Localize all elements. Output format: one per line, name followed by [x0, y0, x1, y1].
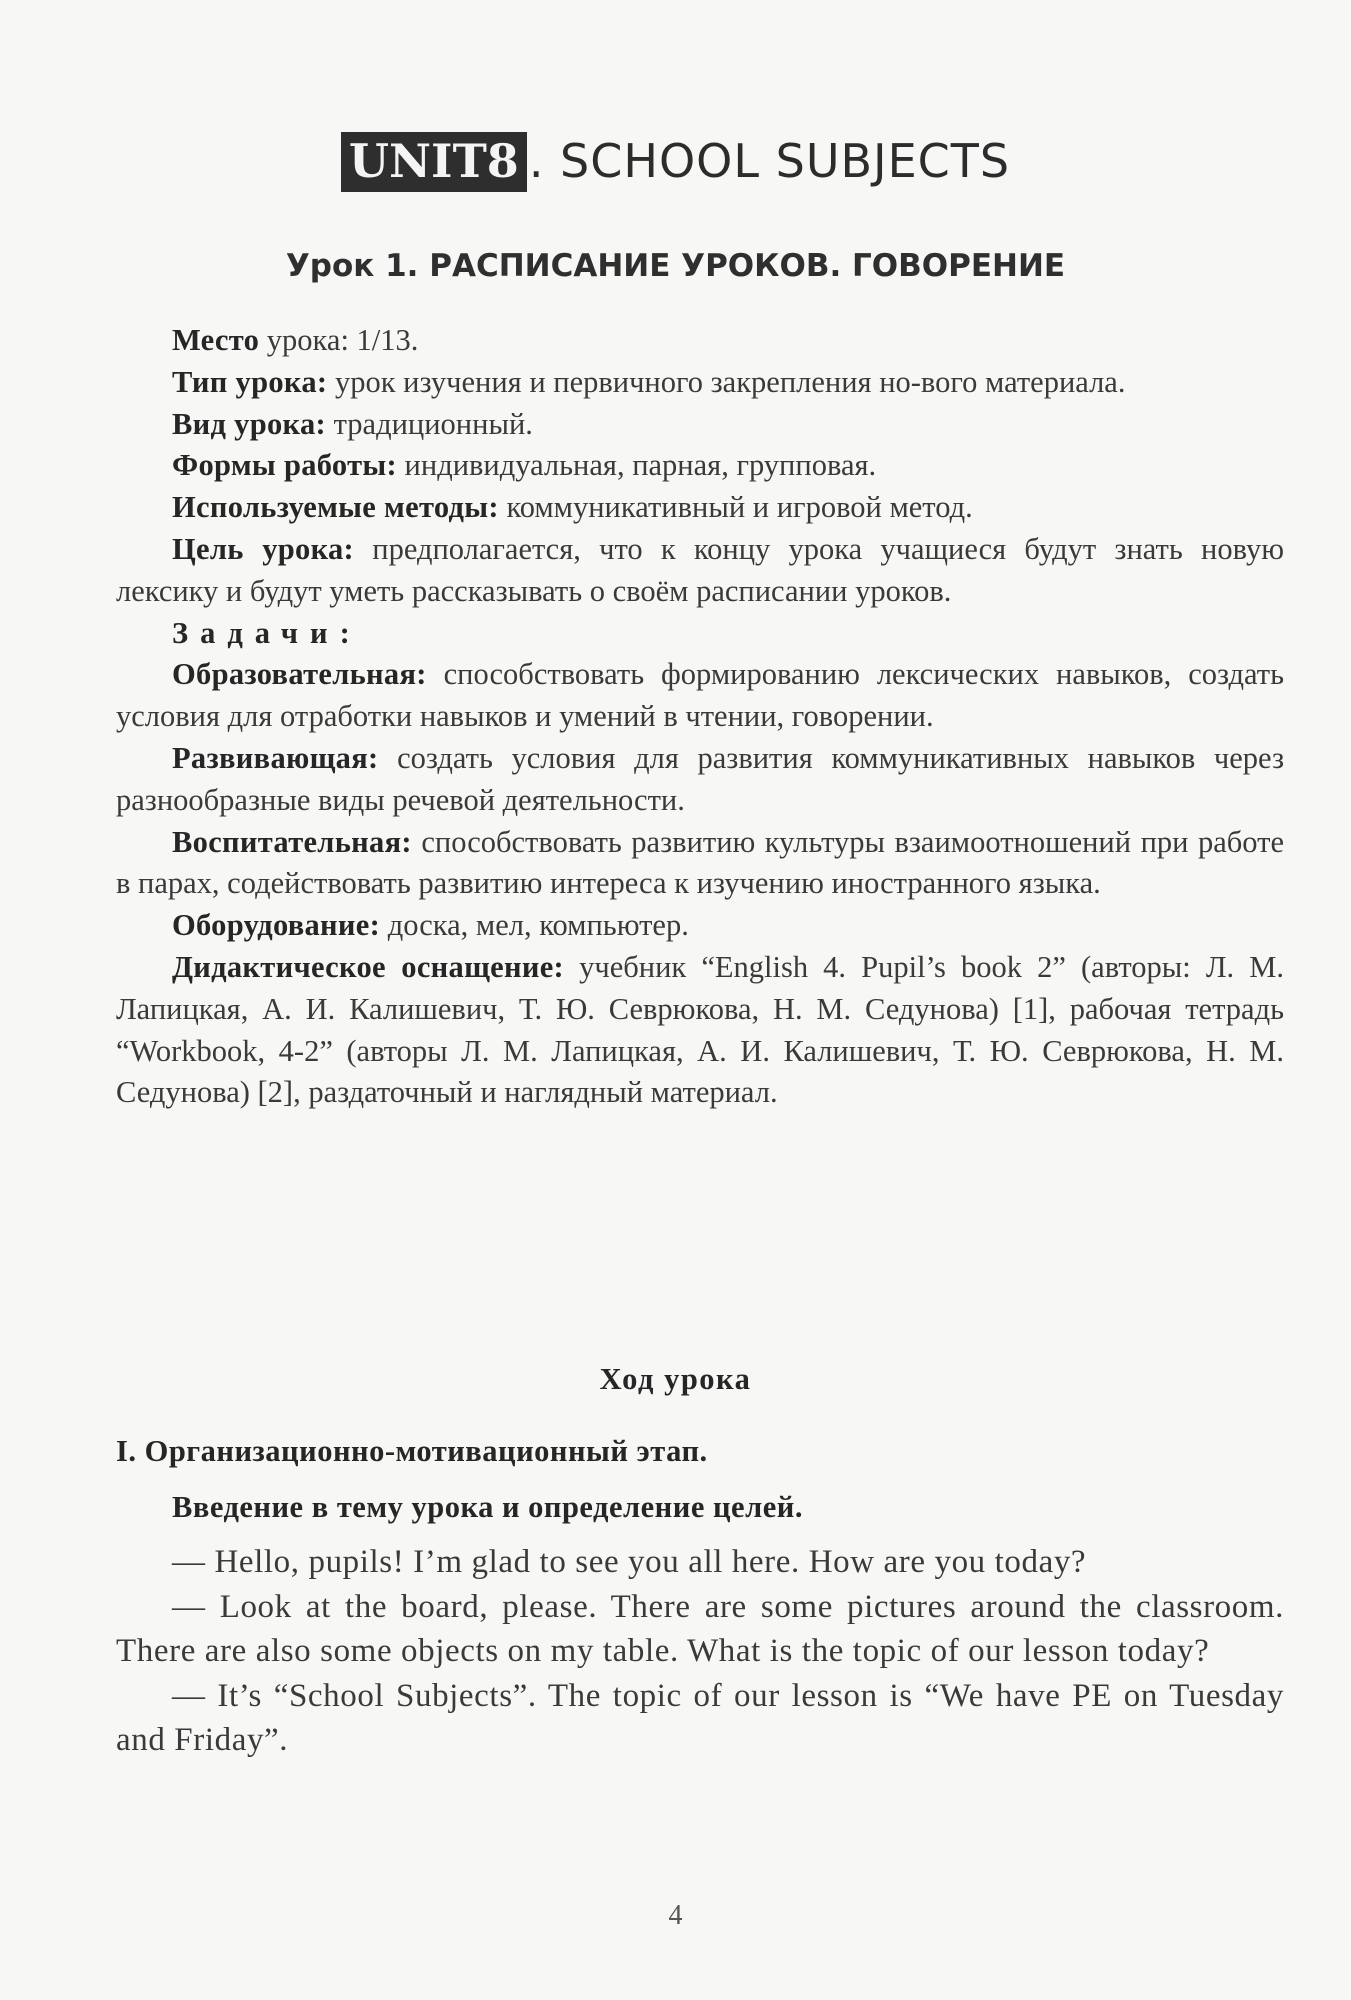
sub-heading: Введение в тему урока и определение целей. — [172, 1490, 803, 1524]
lesson-info — [116, 320, 1284, 1114]
stage-heading: I. Организационно-мотивационный этап. — [116, 1434, 708, 1468]
info-goal: Цель урока: предполагается, что к концу урока учащиеся будут знать новую лексику и будут уметь рассказывать о своём расписании уроков. — [116, 531, 1284, 608]
course-heading: Ход урока — [599, 1362, 752, 1396]
dialogue — [116, 1540, 1284, 1763]
dialogue-line: — It’s “School Subjects”. The topic of our lesson is “We have PE on Tuesday and Friday”. — [116, 1677, 1284, 1758]
info-forms: Формы работы: индивидуальная, парная, групповая. — [172, 448, 877, 483]
unit-badge: UNIT8 — [341, 132, 527, 192]
info-place: Место урока: 1/13. — [172, 323, 419, 357]
info-didactic: Дидактическое оснащение: учебник “English 4. Pupil’s book 2” (авторы: Л. М. Лапицкая, А. И. Калишевич, Т. Ю. Севрюкова, Н. М. Седунова) [1], рабочая тетрадь “Workbook, 4-2” (авторы Л. М. Лапицкая, А. И. Калишевич, Т. Ю. Севрюкова, Н. М. Седунова) [2], раздаточный и наглядный материал. — [116, 949, 1284, 1110]
lesson-title: Урок 1. РАСПИСАНИЕ УРОКОВ. ГОВОРЕНИЕ — [285, 248, 1066, 284]
info-methods: Используемые методы: коммуникативный и игровой метод. — [172, 490, 973, 525]
unit-title-text: . SCHOOL SUBJECTS — [528, 134, 1011, 188]
info-developing: Развивающая: создать условия для развития коммуникативных навыков через разнообразные виды речевой деятельности. — [116, 740, 1284, 817]
page-number: 4 — [668, 1900, 683, 1931]
info-educational: Образовательная: способствовать формированию лексических навыков, создать условия для отработки навыков и умений в чтении, говорении. — [116, 657, 1284, 734]
dialogue-line: — Look at the board, please. There are some pictures around the classroom. There are also some objects on my table. What is the topic of our lesson today? — [116, 1588, 1284, 1669]
info-type: Тип урока: урок изучения и первичного закрепления но-вого материала. — [172, 364, 1126, 399]
unit-title — [0, 132, 1351, 192]
info-equipment: Оборудование: доска, мел, компьютер. — [172, 908, 689, 943]
info-tasks-heading: Задачи: — [172, 615, 362, 650]
info-upbringing: Воспитательная: способствовать развитию культуры взаимоотношений при работе в парах, содействовать развитию интереса к изучению иностранного языка. — [116, 824, 1284, 901]
info-kind: Вид урока: традиционный. — [172, 406, 533, 441]
dialogue-line: — Hello, pupils! I’m glad to see you all here. How are you today? — [172, 1544, 1087, 1580]
